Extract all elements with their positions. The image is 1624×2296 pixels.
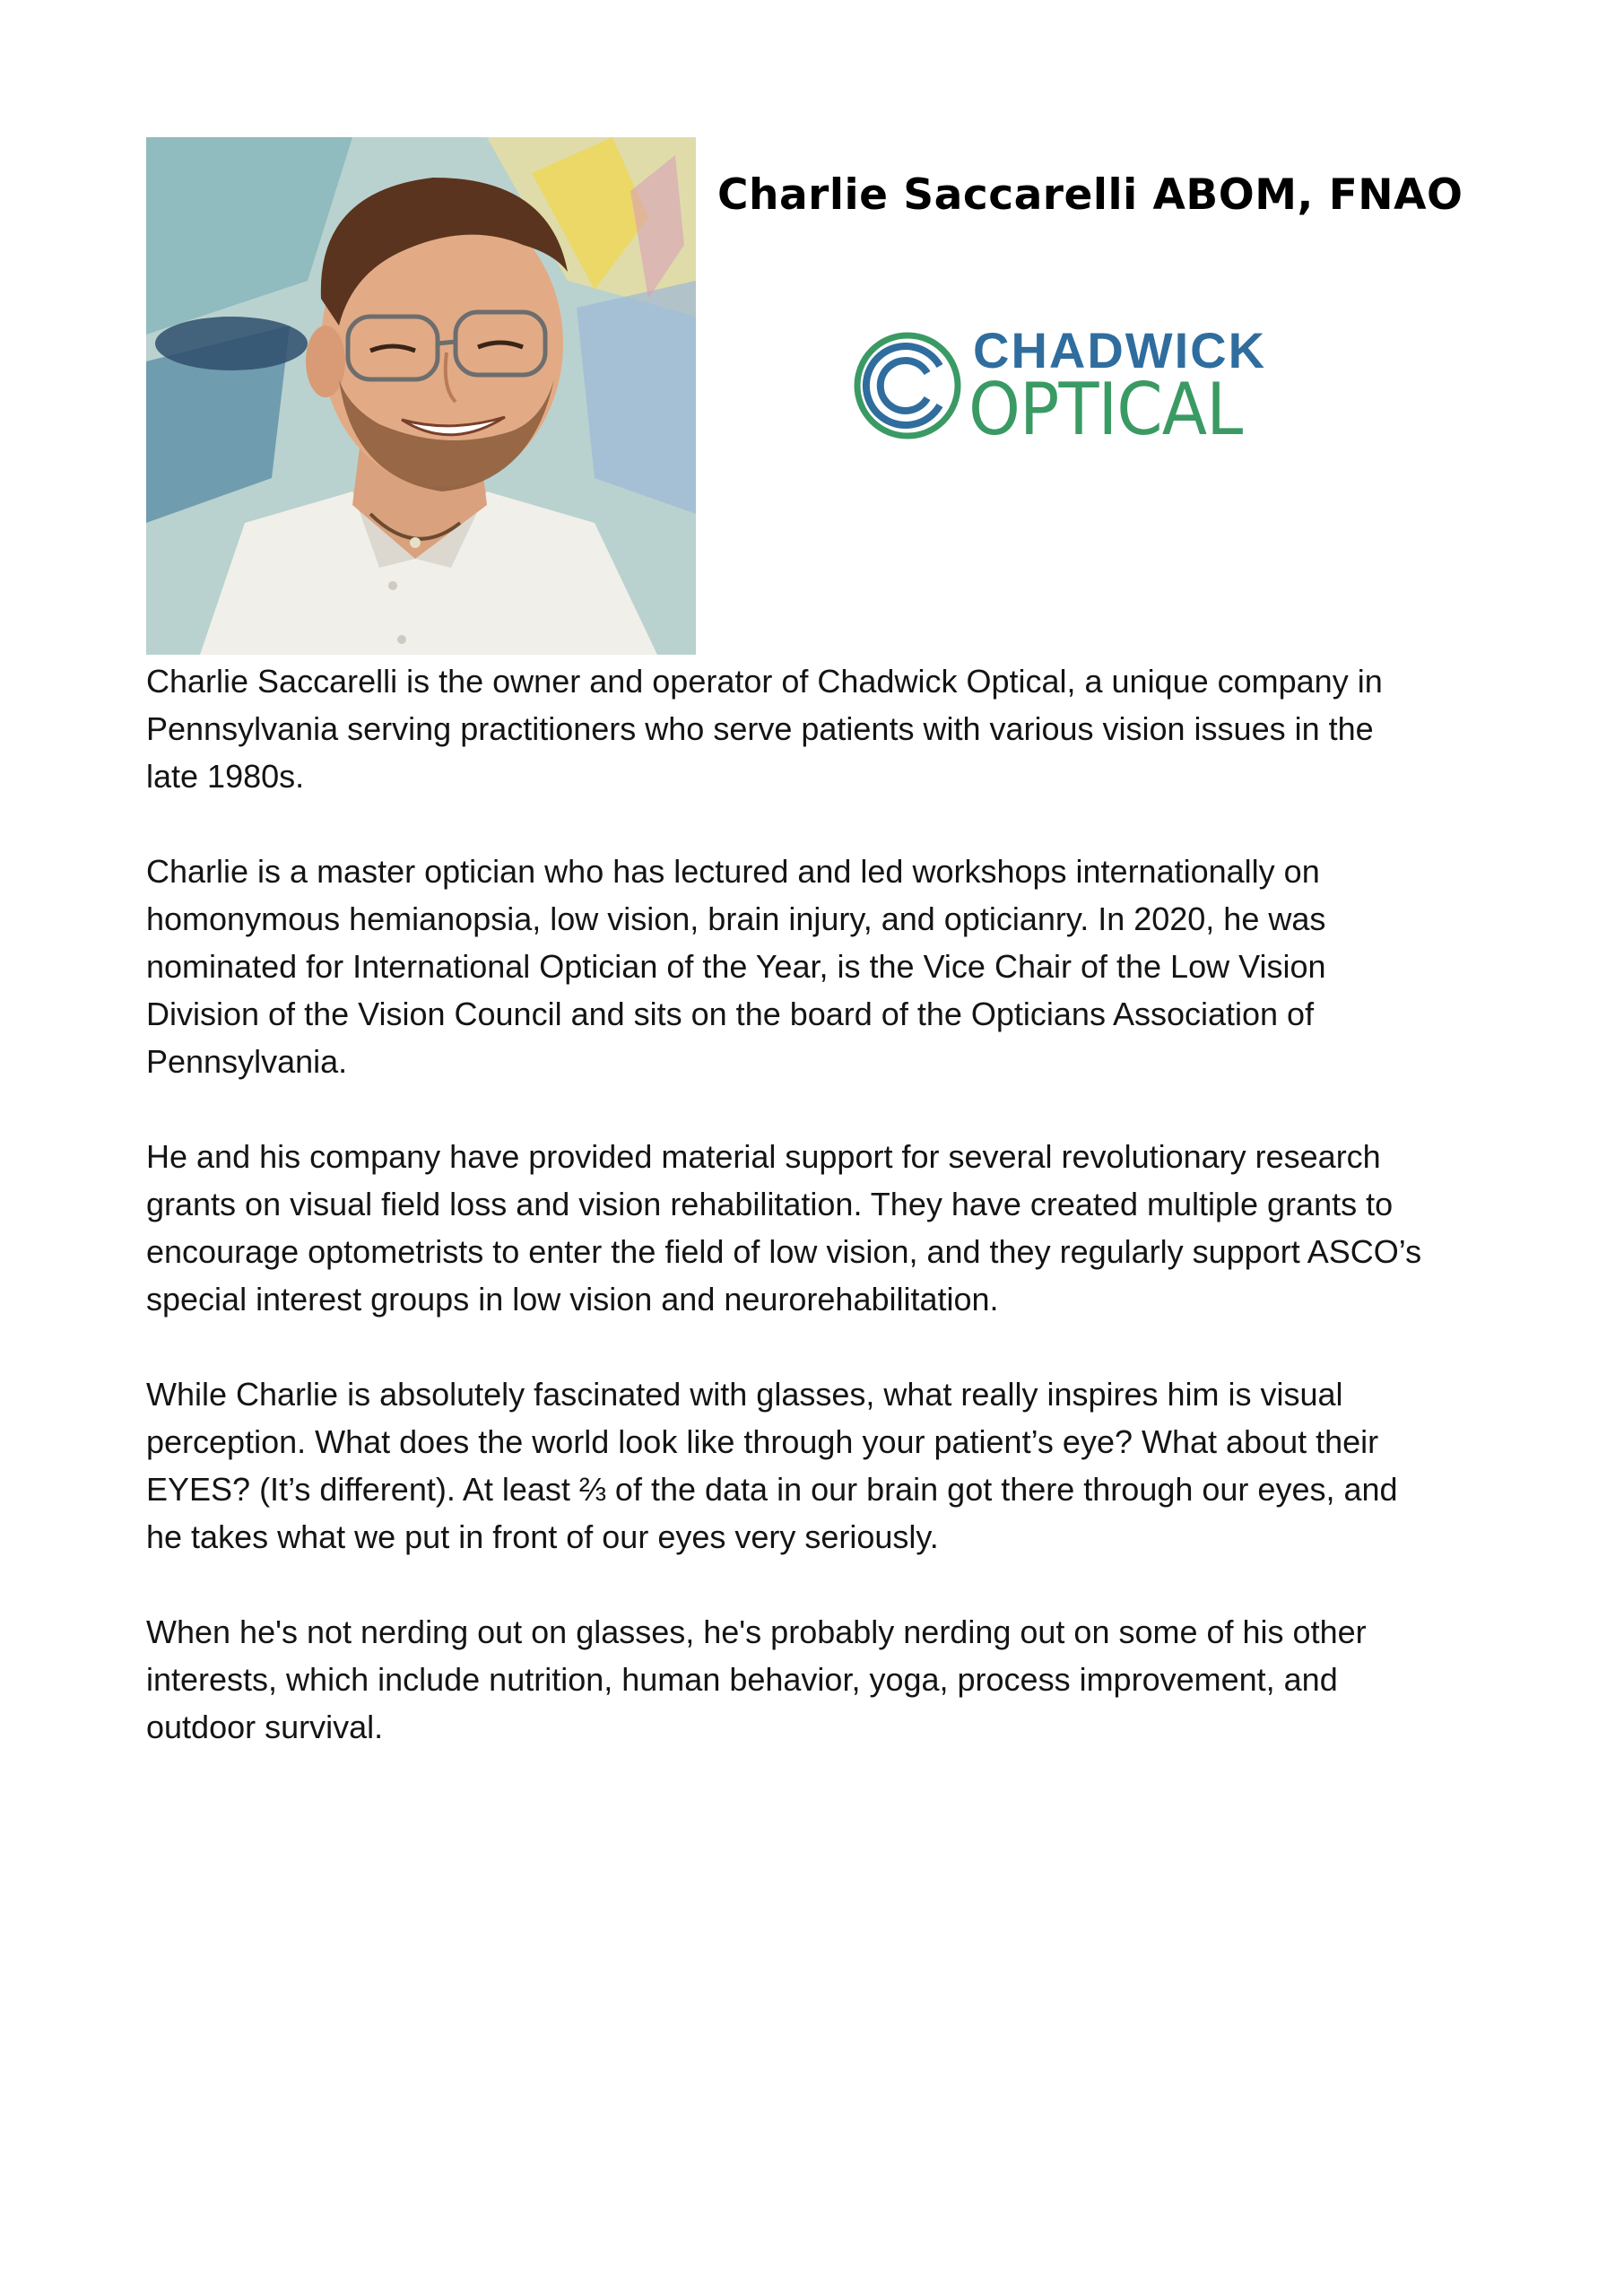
page-title: Charlie Saccarelli ABOM, FNAO xyxy=(717,170,1463,220)
c-circle-logo-icon xyxy=(852,330,964,442)
logo-text-chadwick: CHADWICK xyxy=(973,322,1267,378)
biography xyxy=(146,657,1509,1798)
portrait-photo xyxy=(146,137,696,655)
bio-paragraph: While Charlie is absolutely fascinated with glasses, what really inspires him is visual perception. What does the world look like through your patient’s eye? What about their EYES? (It’s different). At least ⅔ of the data in our brain got there through our eyes, and he takes what we put in front of our eyes very seriously. xyxy=(146,1376,1398,1555)
bio-paragraph: Charlie Saccarelli is the owner and operator of Chadwick Optical, a unique company in Pennsylvania serving practitioners who serve patients with various vision issues in the late 1980s. xyxy=(146,663,1383,795)
portrait-illustration xyxy=(146,137,696,655)
logo-text-optical: OPTICAL xyxy=(968,368,1243,451)
bio-paragraph: When he's not nerding out on glasses, he's probably nerding out on some of his other interests, which include nutrition, human behavior, yoga, process improvement, and outdoor survival. xyxy=(146,1613,1367,1745)
bio-paragraph: Charlie is a master optician who has lectured and led workshops internationally on homonymous hemianopsia, low vision, brain injury, and opticianry. In 2020, he was nominated for International Optician of the Year, is the Vice Chair of the Low Vision Division of the Vision Council and sits on the board of the Opticians Association of Pennsylvania. xyxy=(146,853,1326,1080)
bio-paragraph: He and his company have provided material support for several revolutionary research grants on visual field loss and vision rehabilitation. They have created multiple grants to encourage optometrists to enter the field of low vision, and they regularly support ASCO’s special interest groups in low vision and neurorehabilitation. xyxy=(146,1138,1422,1318)
chadwick-optical-logo xyxy=(852,321,1309,456)
